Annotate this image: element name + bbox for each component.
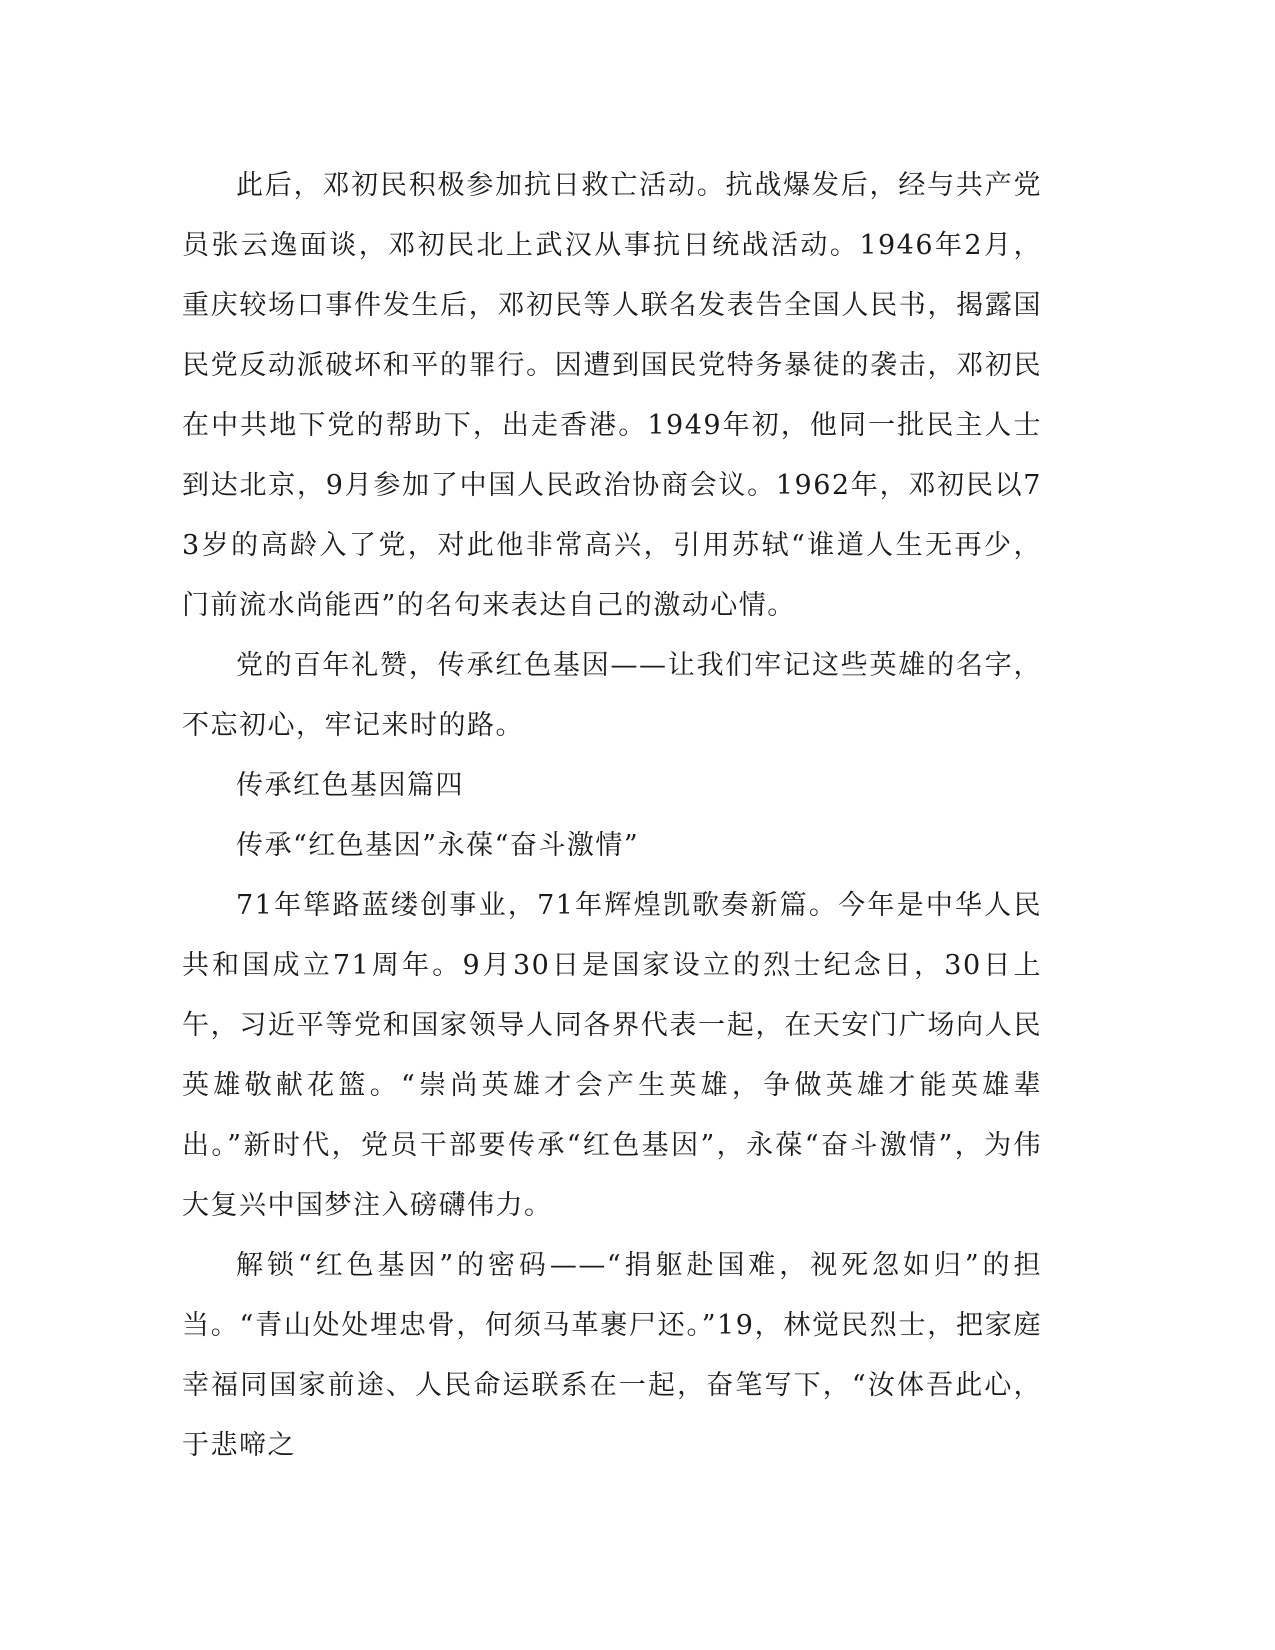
document-body [182, 156, 1042, 1476]
paragraph-anniversary: 71年筚路蓝缕创事业，71年辉煌凯歌奏新篇。今年是中华人民共和国成立71周年。9月30日是国家设立的烈士纪念日，30日上午，习近平等党和国家领导人同各界代表一起，在天安门广场向人民英雄敬献花篮。“崇尚英雄才会产生英雄，争做英雄才能英雄辈出。”新时代，党员干部要传承“红色基因”，永葆“奋斗激情”，为伟大复兴中国梦注入磅礴伟力。 [182, 890, 1042, 1221]
paragraph-red-gene-code: 解锁“红色基因”的密码——“捐躯赴国难，视死忽如归”的担当。“青山处处埋忠骨，何须马革裹尸还。”19，林觉民烈士，把家庭幸福同国家前途、人民命运联系在一起，奋笔写下，“汝体吾此心，于悲啼之 [182, 1250, 1042, 1461]
article-title: 传承“红色基因”永葆“奋斗激情” [236, 830, 640, 861]
section-heading: 传承红色基因篇四 [236, 770, 464, 801]
paragraph-deng-chumin: 此后，邓初民积极参加抗日救亡活动。抗战爆发后，经与共产党员张云逸面谈，邓初民北上武汉从事抗日统战活动。1946年2月，重庆较场口事件发生后，邓初民等人联名发表告全国人民书，揭露国民党反动派破坏和平的罪行。因遭到国民党特务暴徒的袭击，邓初民在中共地下党的帮助下，出走香港。1949年初，他同一批民主人士到达北京，9月参加了中国人民政治协商会议。1962年，邓初民以73岁的高龄入了党，对此他非常高兴，引用苏轼“谁道人生无再少，门前流水尚能西”的名句来表达自己的激动心情。 [182, 170, 1042, 621]
paragraph-tribute: 党的百年礼赞，传承红色基因——让我们牢记这些英雄的名字，不忘初心，牢记来时的路。 [182, 650, 1042, 741]
